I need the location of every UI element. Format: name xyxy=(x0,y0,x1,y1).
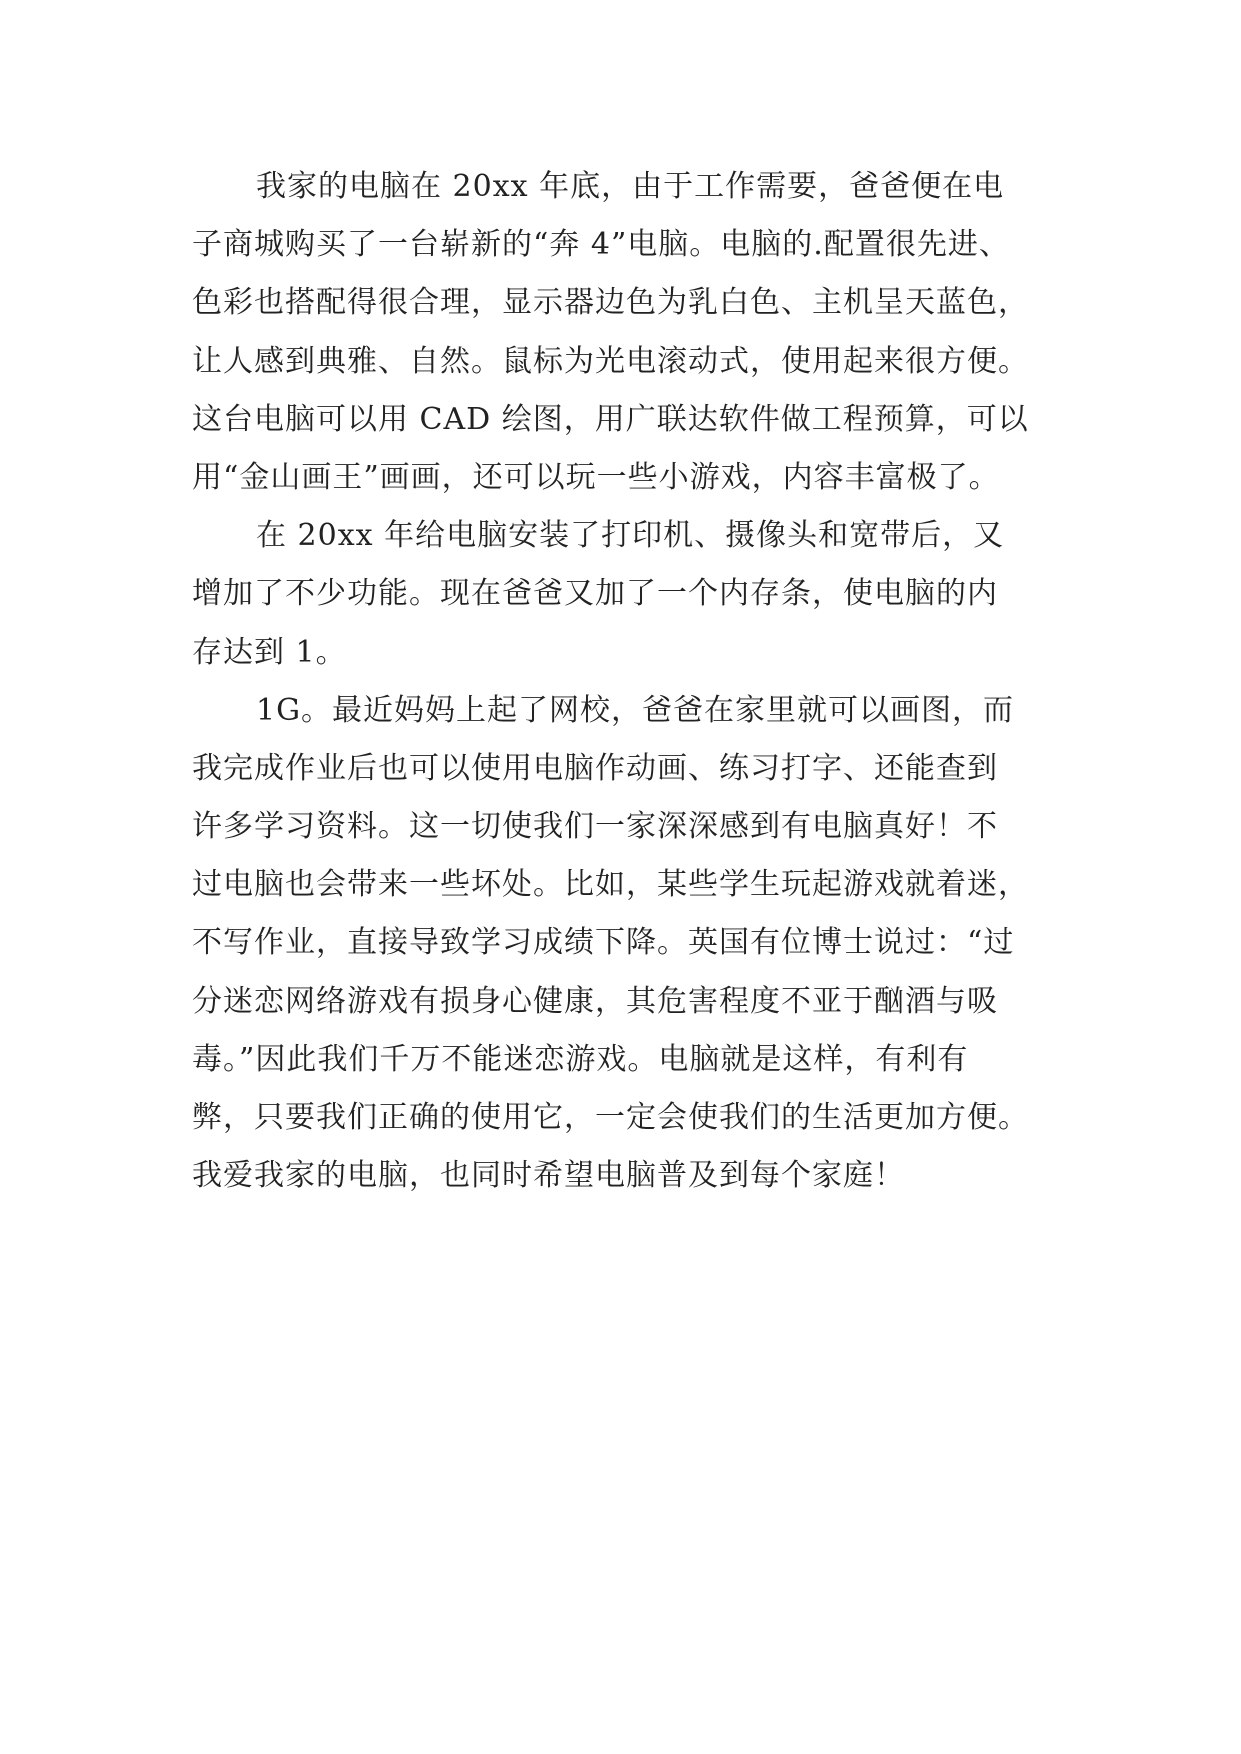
text-line: 弊，只要我们正确的使用它，一定会使我们的生活更加方便。 xyxy=(192,1100,1029,1135)
text-line: 这台电脑可以用 CAD 绘图，用广联达软件做工程预算，可以 xyxy=(192,401,1029,437)
text-line: 子商城购买了一台崭新的“奔 4”电脑。电脑的.配置很先进、 xyxy=(192,227,1010,263)
text-line: 增加了不少功能。现在爸爸又加了一个内存条，使电脑的内 xyxy=(192,576,998,612)
text-line: 让人感到典雅、自然。鼠标为光电滚动式，使用起来很方便。 xyxy=(192,343,1029,379)
text-line: 我爱我家的电脑，也同时希望电脑普及到每个家庭！ xyxy=(192,1158,905,1194)
text-line: 过电脑也会带来一些坏处。比如，某些学生玩起游戏就着迷， xyxy=(192,867,1029,903)
text-line: 许多学习资料。这一切使我们一家深深感到有电脑真好！不 xyxy=(192,809,998,845)
text-line: 1G。最近妈妈上起了网校，爸爸在家里就可以画图，而 xyxy=(256,692,1015,728)
text-line: 毒。”因此我们千万不能迷恋游戏。电脑就是这样，有利有 xyxy=(192,1041,969,1077)
text-line: 存达到 1。 xyxy=(192,634,347,670)
document-body xyxy=(192,158,1072,1205)
text-line: 用“金山画王”画画，还可以玩一些小游戏，内容丰富极了。 xyxy=(192,459,1000,495)
text-line: 分迷恋网络游戏有损身心健康，其危害程度不亚于酗酒与吸 xyxy=(192,983,998,1019)
text-line: 我家的电脑在 20xx 年底，由于工作需要，爸爸便在电 xyxy=(256,169,1005,204)
text-line: 在 20xx 年给电脑安装了打印机、摄像头和宽带后，又 xyxy=(256,518,1005,554)
text-line: 不写作业，直接导致学习成绩下降。英国有位博士说过：“过 xyxy=(192,925,1015,961)
text-line: 我完成作业后也可以使用电脑作动画、练习打字、还能查到 xyxy=(192,750,998,786)
text-line: 色彩也搭配得很合理，显示器边色为乳白色、主机呈天蓝色， xyxy=(192,285,1029,321)
